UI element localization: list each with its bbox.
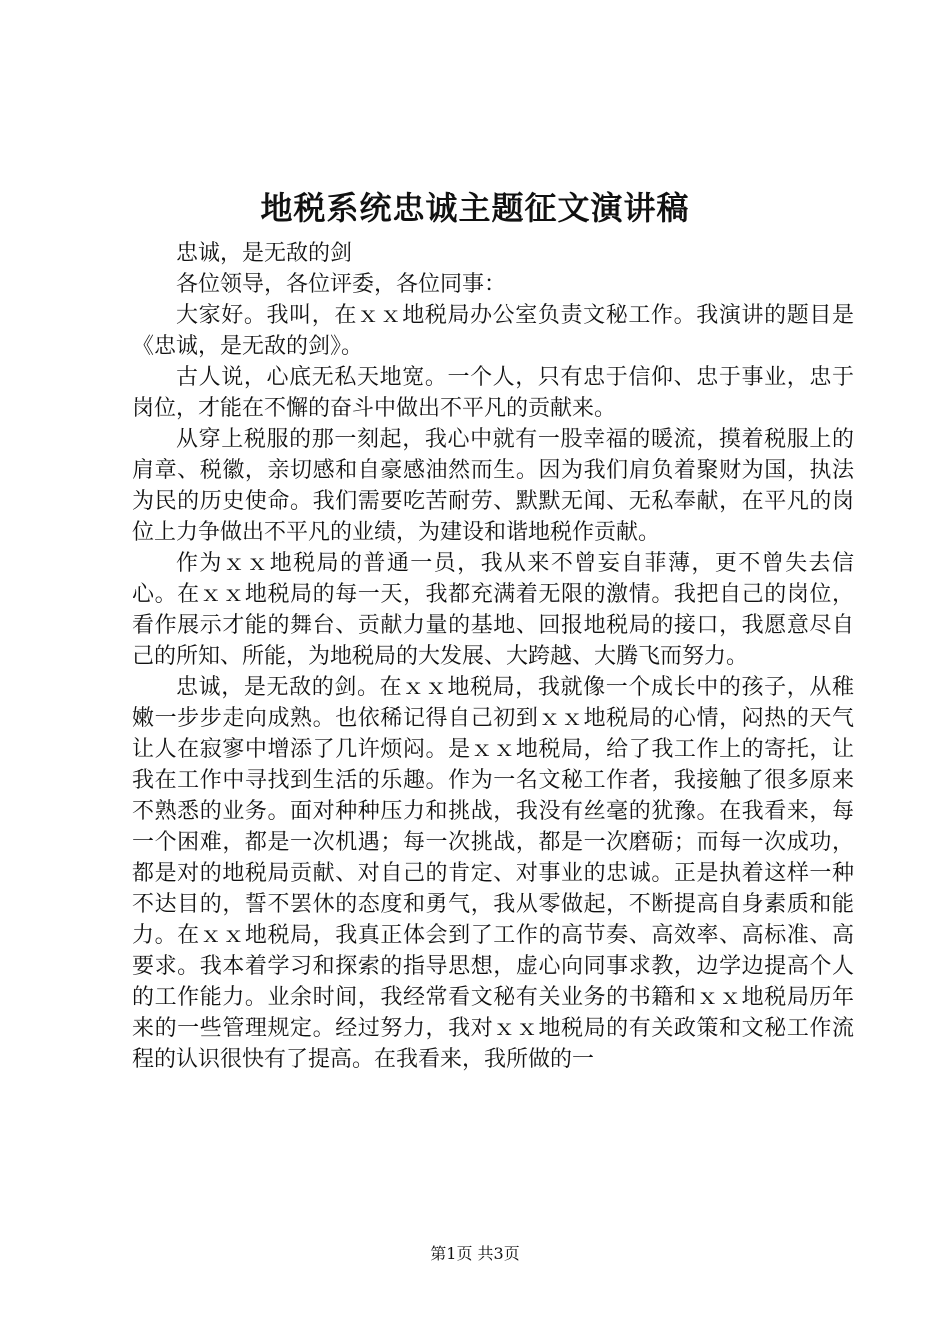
page-footer: 第1页 共3页 (430, 1244, 520, 1263)
paragraph: 忠诚，是无敌的剑。在ｘｘ地税局，我就像一个成长中的孩子，从稚嫩一步步走向成熟。也依稀记得自己初到ｘｘ地税局的心情，闷热的天气让人在寂寥中增添了几许烦闷。是ｘｘ地税局，给了我工作上的寄托，让我在工作中寻找到生活的乐趣。作为一名文秘工作者，我接触了很多原来不熟悉的业务。面对种种压力和挑战，我没有丝毫的犹豫。在我看来，每一个困难，都是一次机遇；每一次挑战，都是一次磨砺；而每一次成功，都是对的地税局贡献、对自己的肯定、对事业的忠诚。正是执着这样一种不达目的，誓不罢休的态度和勇气，我从零做起，不断提高自身素质和能力。在ｘｘ地税局，我真正体会到了工作的高节奏、高效率、高标准、高要求。我本着学习和探索的指导思想，虚心向同事求教，边学边提高个人的工作能力。业余时间，我经常看文秘有关业务的书籍和ｘｘ地税局历年来的一些管理规定。经过努力，我对ｘｘ地税局的有关政策和文秘工作流程的认识很快有了提高。在我看来，我所做的一 (132, 675, 854, 1072)
document-body (132, 238, 854, 1075)
paragraph: 忠诚，是无敌的剑 (176, 241, 353, 266)
paragraph: 古人说，心底无私天地宽。一个人，只有忠于信仰、忠于事业，忠于岗位，才能在不懈的奋斗中做出不平凡的贡献来。 (132, 365, 854, 421)
paragraph: 从穿上税服的那一刻起，我心中就有一股幸福的暖流，摸着税服上的肩章、税徽，亲切感和自豪感油然而生。因为我们肩负着聚财为国，执法为民的历史使命。我们需要吃苦耐劳、默默无闻、无私奉献，在平凡的岗位上力争做出不平凡的业绩，为建设和谐地税作贡献。 (132, 427, 854, 545)
paragraph: 作为ｘｘ地税局的普通一员，我从来不曾妄自菲薄，更不曾失去信心。在ｘｘ地税局的每一天，我都充满着无限的激情。我把自己的岗位，看作展示才能的舞台、贡献力量的基地、回报地税局的接口，我愿意尽自己的所知、所能，为地税局的大发展、大跨越、大腾飞而努力。 (132, 551, 854, 669)
document-title: 地税系统忠诚主题征文演讲稿 (260, 189, 690, 227)
paragraph: 各位领导，各位评委，各位同事： (176, 272, 507, 297)
paragraph: 大家好。我叫，在ｘｘ地税局办公室负责文秘工作。我演讲的题目是《忠诚，是无敌的剑》。 (132, 303, 854, 359)
